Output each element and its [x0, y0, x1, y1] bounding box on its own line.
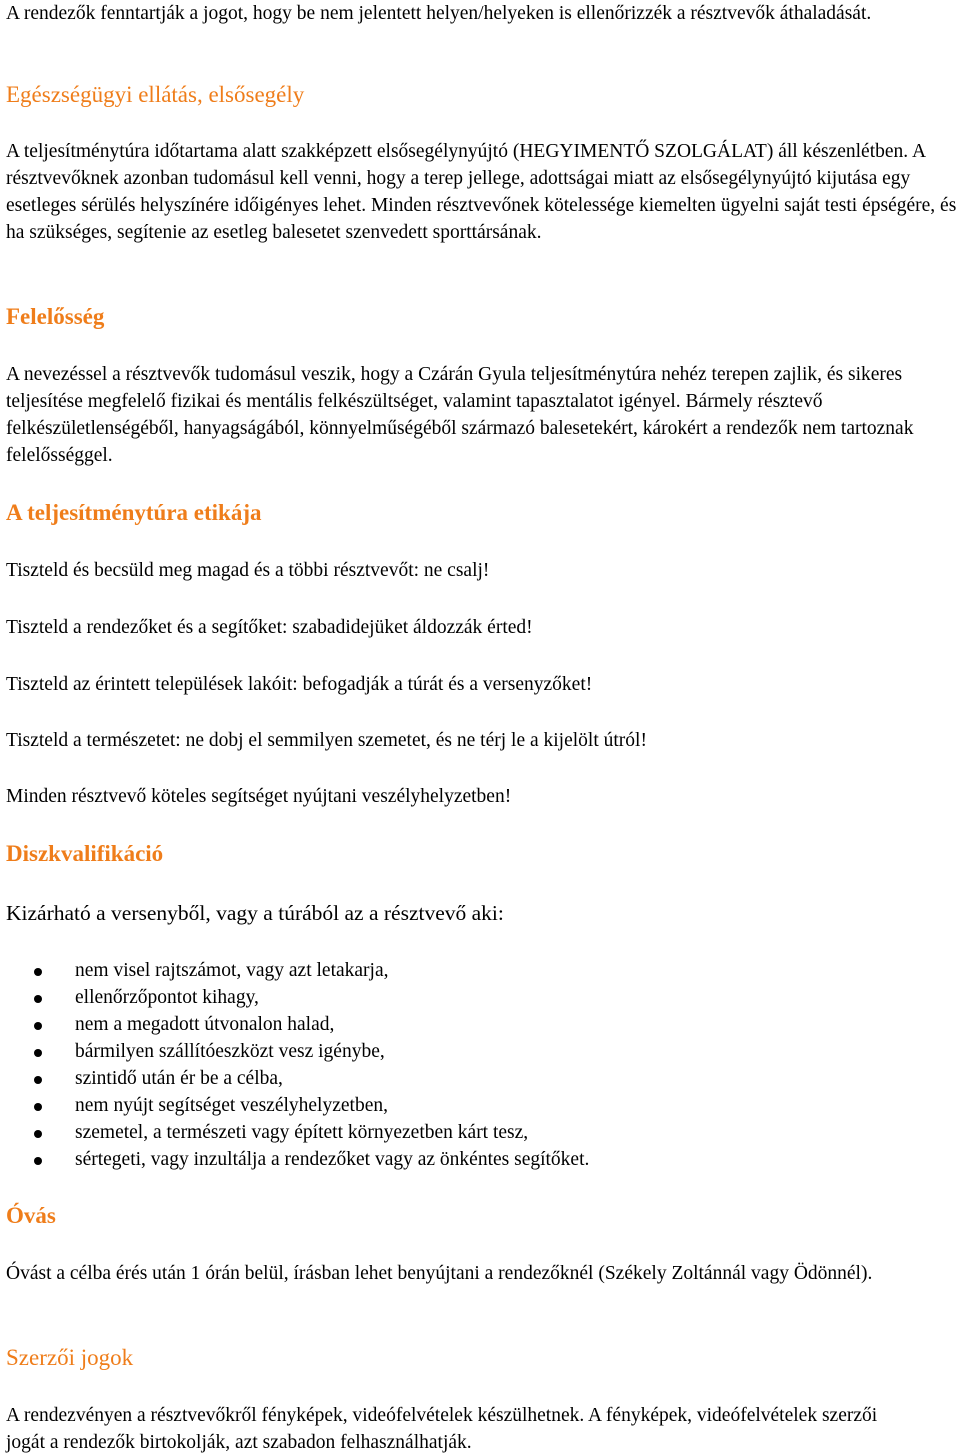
list-item: nem nyújt segítséget veszélyhelyzetben,: [0, 1092, 950, 1119]
disqualification-heading: Diszkvalifikáció: [6, 841, 164, 866]
ethics-line-5: Minden résztvevő köteles segítséget nyújtani veszélyhelyzetben!: [6, 786, 512, 807]
bullet-icon: [34, 1076, 42, 1084]
copyright-heading: Szerzői jogok: [6, 1345, 134, 1370]
list-item: sértegeti, vagy inzultálja a rendezőket vagy az önkéntes segítőket.: [0, 1146, 950, 1173]
ethics-line-4: Tiszteld a természetet: ne dobj el semmilyen szemetet, és ne térj le a kijelölt útról!: [6, 730, 647, 751]
bullet-icon: [34, 1130, 42, 1138]
first-aid-heading: Egészségügyi ellátás, elsősegély: [6, 82, 305, 107]
bullet-icon: [34, 995, 42, 1003]
bullet-icon: [34, 968, 42, 976]
liability-heading: Felelősség: [6, 304, 105, 329]
liability-body: A nevezéssel a résztvevők tudomásul veszik, hogy a Czárán Gyula teljesítménytúra nehéz terepen zajlik, és sikeres teljesítése megfelelő fizikai és mentális felkészültséget, valamint tapasztalatot igényel. Bármely résztevő felkészületlenségéből, hanyagságából, könnyelműségéből származó balesetekért, károkért a rendezők nem tartoznak felelősséggel.: [6, 364, 914, 466]
bullet-icon: [34, 1103, 42, 1111]
list-item: nem visel rajtszámot, vagy azt letakarja,: [0, 957, 950, 984]
protest-heading: Óvás: [6, 1203, 56, 1228]
ethics-line-1: Tiszteld és becsüld meg magad és a többi résztvevőt: ne csalj!: [6, 560, 490, 581]
disqualification-lead: Kizárható a versenyből, vagy a túrából az a résztvevő aki:: [6, 901, 504, 925]
first-aid-body: A teljesítménytúra időtartama alatt szakképzett elsősegélynyújtó (HEGYIMENTŐ SZOLGÁLAT) áll készenlétben. A résztvevőknek azonban tudomásul kell venni, hogy a terep jellege, adottságai miatt az elsősegélynyújtó kijutása egy esetleges sérülés helyszínére időigényes lehet. Minden résztvevőnek kötelessége kiemelten ügyelni saját testi épségére, és ha szükséges, segítenie az esetleg balesetet szenvedett sporttársának.: [6, 141, 957, 243]
list-item: szemetel, a természeti vagy épített környezetben kárt tesz,: [0, 1119, 950, 1146]
ethics-line-3: Tiszteld az érintett települések lakóit: befogadják a túrát és a versenyzőket!: [6, 674, 593, 695]
bullet-icon: [34, 1049, 42, 1057]
bullet-icon: [34, 1157, 42, 1165]
protest-body: Óvást a célba érés után 1 órán belül, írásban lehet benyújtani a rendezőknél (Székely Zoltánnál vagy Ödönnél).: [6, 1263, 873, 1284]
ethics-line-2: Tiszteld a rendezőket és a segítőket: szabadidejüket áldozzák érted!: [6, 617, 533, 638]
disqualification-list: [0, 957, 950, 1173]
bullet-icon: [34, 1022, 42, 1030]
copyright-body: A rendezvényen a résztvevőkről fényképek, videófelvételek készülhetnek. A fényképek, videófelvételek szerzői jogát a rendezők birtokolják, azt szabadon felhasználhatják.: [6, 1405, 878, 1453]
list-item: nem a megadott útvonalon halad,: [0, 1011, 950, 1038]
list-item: szintidő után ér be a célba,: [0, 1065, 950, 1092]
list-item: bármilyen szállítóeszközt vesz igénybe,: [0, 1038, 950, 1065]
ethics-heading: A teljesítménytúra etikája: [6, 500, 262, 525]
list-item: ellenőrzőpontot kihagy,: [0, 984, 950, 1011]
intro-paragraph: A rendezők fenntartják a jogot, hogy be nem jelentett helyen/helyeken is ellenőrizzék a résztvevők áthaladását.: [6, 3, 872, 24]
